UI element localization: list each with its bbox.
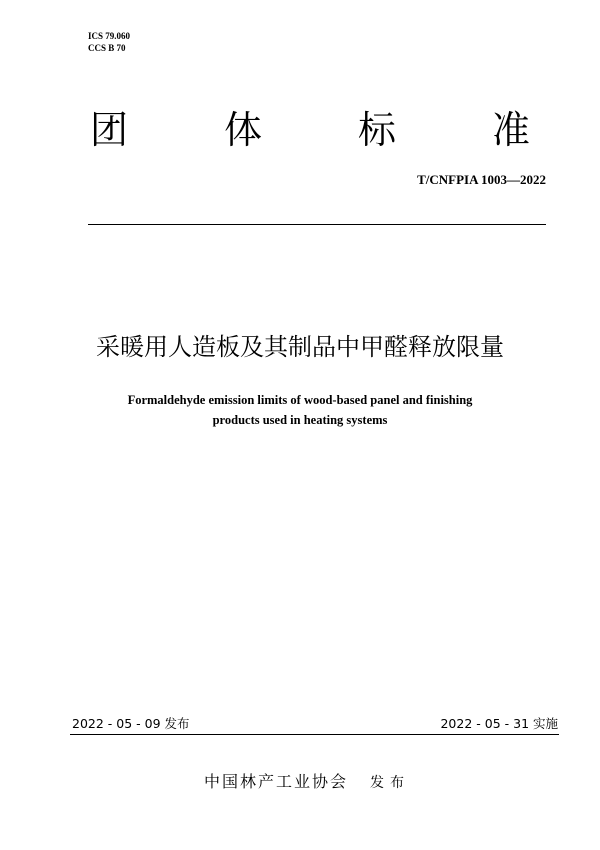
footer-divider	[70, 734, 559, 735]
doc-type-char: 团	[90, 108, 129, 152]
publisher-name: 中国林产工业协会	[204, 772, 349, 791]
doc-type-char: 体	[223, 108, 262, 152]
english-title-line-2: products used in heating systems	[212, 413, 388, 427]
standard-number: T/CNFPIA 1003—2022	[417, 172, 546, 187]
ics-code: ICS 79.060	[88, 31, 131, 41]
document-type-heading	[90, 108, 530, 152]
publisher-action: 发布	[370, 775, 411, 791]
chinese-title: 采暖用人造板及其制品中甲醛释放限量	[96, 333, 504, 361]
header-divider	[88, 224, 546, 225]
ccs-code: CCS B 70	[88, 43, 126, 53]
doc-type-char: 准	[491, 108, 530, 152]
implementation-date: 2022 - 05 - 31 实施	[440, 716, 558, 731]
publisher-line	[204, 772, 410, 793]
issue-date: 2022 - 05 - 09 发布	[72, 716, 190, 731]
english-title-line-1: Formaldehyde emission limits of wood-based panel and finishing	[127, 393, 473, 407]
doc-type-char: 标	[357, 108, 396, 152]
